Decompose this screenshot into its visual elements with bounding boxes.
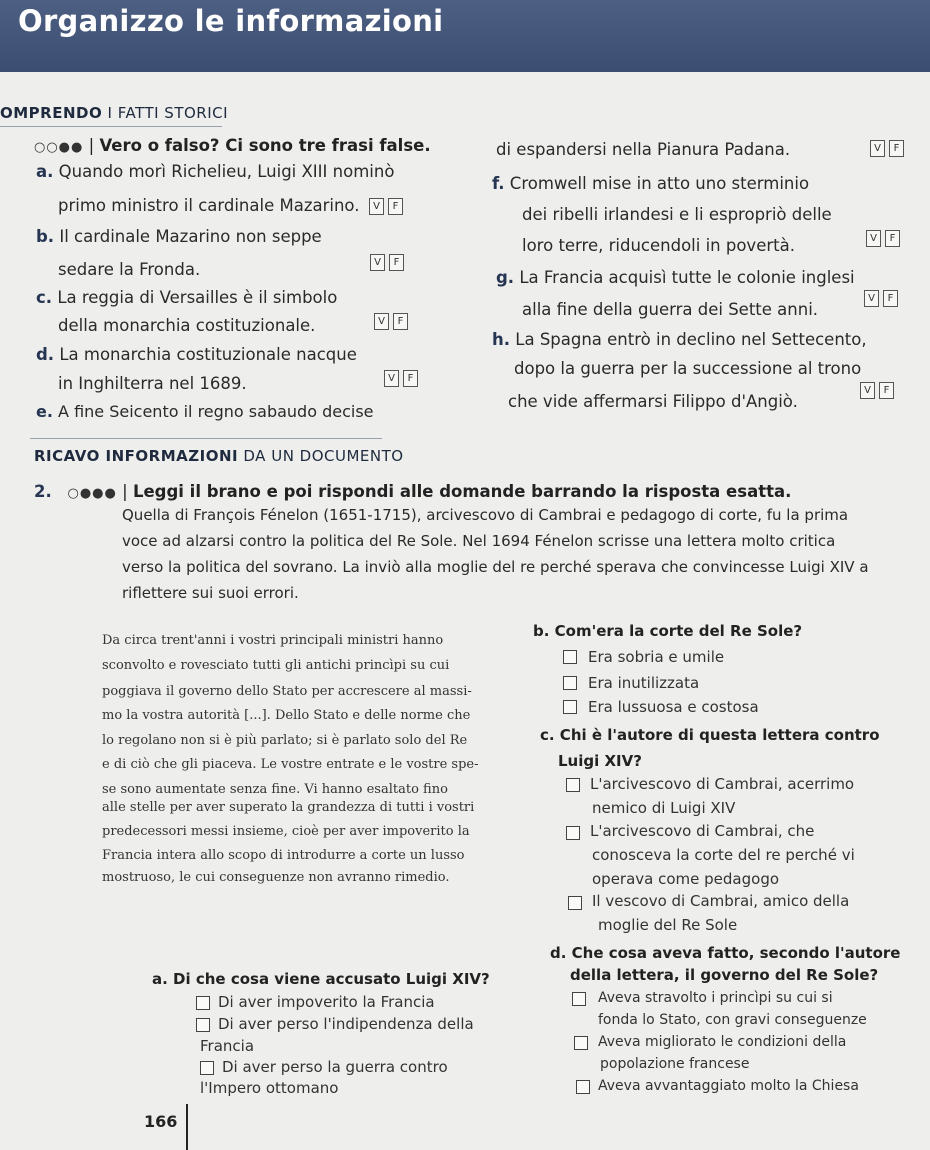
true-box[interactable]: V xyxy=(860,382,875,399)
section-divider xyxy=(30,438,382,439)
tf-checkbox-e[interactable] xyxy=(870,140,904,157)
answer-option: Era inutilizzata xyxy=(588,674,700,692)
tf-item-b: b. Il cardinale Mazarino non seppe xyxy=(36,227,322,246)
intro-line-4: riflettere sui suoi errori. xyxy=(122,584,299,602)
tf-item-c: c. La reggia di Versailles è il simbolo xyxy=(36,288,338,307)
answer-checkbox[interactable] xyxy=(572,992,586,1006)
quote-line: alle stelle per aver superato la grandezza di tutti i vostri xyxy=(102,800,475,815)
answer-option: Aveva stravolto i princìpi su cui si xyxy=(598,990,833,1006)
question-a-title: a. Di che cosa viene accusato Luigi XIV? xyxy=(152,970,490,988)
tf-checkbox-h[interactable] xyxy=(860,382,894,399)
section-heading-bold: RICAVO INFORMAZIONI xyxy=(34,447,239,465)
false-box[interactable]: F xyxy=(388,198,403,215)
answer-option: L'arcivescovo di Cambrai, che xyxy=(590,822,815,840)
tf-checkbox-f[interactable] xyxy=(866,230,900,247)
answer-checkbox[interactable] xyxy=(566,826,580,840)
section-heading-rest: DA UN DOCUMENTO xyxy=(238,447,404,465)
false-box[interactable]: F xyxy=(879,382,894,399)
tf-item-d-line2: in Inghilterra nel 1689. xyxy=(58,374,247,393)
answer-option-cont: fonda lo Stato, con gravi conseguenze xyxy=(598,1012,867,1028)
answer-option: L'arcivescovo di Cambrai, acerrimo xyxy=(590,775,855,793)
tf-item-a-line2: primo ministro il cardinale Mazarino. xyxy=(58,196,360,215)
false-box[interactable]: F xyxy=(393,313,408,330)
quote-line: poggiava il governo dello Stato per accrescere al massi- xyxy=(102,684,472,699)
answer-checkbox[interactable] xyxy=(566,778,580,792)
tf-item-g-line2: alla fine della guerra dei Sette anni. xyxy=(522,300,819,319)
tf-item-d: d. La monarchia costituzionale nacque xyxy=(36,345,357,364)
false-box[interactable]: F xyxy=(389,254,404,271)
section-heading-bold: OMPRENDO xyxy=(0,104,103,122)
tf-item-h: h. La Spagna entrò in declino nel Settecento, xyxy=(492,330,867,349)
true-box[interactable]: V xyxy=(369,198,384,215)
tf-item-e-line2: di espandersi nella Pianura Padana. xyxy=(496,140,791,159)
false-box[interactable]: F xyxy=(883,290,898,307)
tf-item-g: g. La Francia acquisì tutte le colonie inglesi xyxy=(496,268,855,287)
exercise2-instruction-text: Leggi il brano e poi rispondi alle domande barrando la risposta esatta. xyxy=(132,482,792,501)
page-title: Organizzo le informazioni xyxy=(18,4,444,38)
intro-line-3: verso la politica del sovrano. La inviò alla moglie del re perché sperava che convincesse Luigi XIV a xyxy=(122,558,869,576)
question-c-title-line2: Luigi XIV? xyxy=(558,752,642,770)
difficulty-dots: ○○●● xyxy=(34,140,84,155)
true-box[interactable]: V xyxy=(370,254,385,271)
tf-item-h-line3: che vide affermarsi Filippo d'Angiò. xyxy=(508,392,798,411)
section-heading-rest: I FATTI STORICI xyxy=(102,104,229,122)
tf-item-f: f. Cromwell mise in atto uno sterminio xyxy=(492,174,810,193)
exercise-number: 2. xyxy=(34,482,52,501)
false-box[interactable]: F xyxy=(885,230,900,247)
answer-option-cont: operava come pedagogo xyxy=(592,870,780,888)
quote-line: lo regolano non si è più parlato; si è parlato solo del Re xyxy=(102,733,468,748)
intro-line-1: Quella di François Fénelon (1651-1715), arcivescovo di Cambrai e pedagogo di corte, fu la prima xyxy=(122,506,849,524)
tf-item-b-line2: sedare la Fronda. xyxy=(58,260,201,279)
false-box[interactable]: F xyxy=(889,140,904,157)
page-number-rule xyxy=(186,1104,188,1150)
answer-option-cont: conosceva la corte del re perché vi xyxy=(592,846,855,864)
answer-option: Aveva avvantaggiato molto la Chiesa xyxy=(598,1078,859,1094)
tf-item-c-line2: della monarchia costituzionale. xyxy=(58,316,316,335)
answer-checkbox[interactable] xyxy=(196,1018,210,1032)
section-divider xyxy=(0,126,222,127)
answer-option: Di aver perso l'indipendenza della xyxy=(218,1015,474,1033)
question-b-title: b. Com'era la corte del Re Sole? xyxy=(533,622,803,640)
intro-line-2: voce ad alzarsi contro la politica del Re Sole. Nel 1694 Fénelon scrisse una lettera molto critica xyxy=(122,532,836,550)
exercise2-instruction: 2. ○●●● | Leggi il brano e poi rispondi alle domande barrando la risposta esatta. xyxy=(34,482,792,501)
answer-checkbox[interactable] xyxy=(563,700,577,714)
answer-checkbox[interactable] xyxy=(576,1080,590,1094)
section-heading xyxy=(34,447,404,465)
quote-line: mostruoso, le cui conseguenze non avranno rimedio. xyxy=(102,870,450,885)
tf-checkbox-a[interactable] xyxy=(369,198,403,215)
true-box[interactable]: V xyxy=(374,313,389,330)
answer-option-cont: Francia xyxy=(200,1037,255,1055)
answer-option: Aveva migliorato le condizioni della xyxy=(598,1034,847,1050)
quote-line: sconvolto e rovesciato tutti gli antichi princìpi su cui xyxy=(102,658,450,673)
answer-checkbox[interactable] xyxy=(563,650,577,664)
answer-option-cont: popolazione francese xyxy=(600,1056,750,1072)
section-heading xyxy=(0,104,228,122)
tf-checkbox-c[interactable] xyxy=(374,313,408,330)
quote-line: mo la vostra autorità [...]. Dello Stato e delle norme che xyxy=(102,708,471,723)
quote-line: Da circa trent'anni i vostri principali ministri hanno xyxy=(102,633,444,648)
answer-option: Era lussuosa e costosa xyxy=(588,698,759,716)
tf-item-a: a. Quando morì Richelieu, Luigi XIII nominò xyxy=(36,162,395,181)
exercise1-instruction-text: Vero o falso? Ci sono tre frasi false. xyxy=(99,136,431,155)
answer-option: Di aver impoverito la Francia xyxy=(218,993,435,1011)
false-box[interactable]: F xyxy=(403,370,418,387)
tf-item-e: e. A fine Seicento il regno sabaudo decise xyxy=(36,402,374,421)
exercise1-instruction: ○○●● | Vero o falso? Ci sono tre frasi false. xyxy=(34,136,431,155)
answer-checkbox[interactable] xyxy=(568,896,582,910)
question-c-title: c. Chi è l'autore di questa lettera contro xyxy=(540,726,880,744)
tf-checkbox-d[interactable] xyxy=(384,370,418,387)
answer-option: Era sobria e umile xyxy=(588,648,725,666)
true-box[interactable]: V xyxy=(866,230,881,247)
answer-option-cont: nemico di Luigi XIV xyxy=(592,799,736,817)
difficulty-dots: ○●●● xyxy=(67,486,117,501)
answer-checkbox[interactable] xyxy=(196,996,210,1010)
question-d-title: d. Che cosa aveva fatto, secondo l'autore xyxy=(550,944,901,962)
page-number: 166 xyxy=(144,1112,178,1131)
answer-option: Di aver perso la guerra contro xyxy=(222,1058,448,1076)
answer-option: Il vescovo di Cambrai, amico della xyxy=(592,892,850,910)
tf-checkbox-g[interactable] xyxy=(864,290,898,307)
quote-line: se sono aumentate senza fine. Vi hanno esaltato fino xyxy=(102,782,448,797)
answer-option-cont: l'Impero ottomano xyxy=(200,1079,339,1097)
answer-checkbox[interactable] xyxy=(200,1061,214,1075)
question-d-title-line2: della lettera, il governo del Re Sole? xyxy=(570,966,879,984)
true-box[interactable]: V xyxy=(864,290,879,307)
tf-checkbox-b[interactable] xyxy=(370,254,404,271)
quote-line: Francia intera allo scopo di introdurre a corte un lusso xyxy=(102,848,465,863)
answer-option-cont: moglie del Re Sole xyxy=(598,916,738,934)
quote-line: predecessori messi insieme, cioè per aver impoverito la xyxy=(102,824,470,839)
quote-line: e di ciò che gli piaceva. Le vostre entrate e le vostre spe- xyxy=(102,757,479,772)
answer-checkbox[interactable] xyxy=(563,676,577,690)
tf-item-h-line2: dopo la guerra per la successione al trono xyxy=(514,359,862,378)
true-box[interactable]: V xyxy=(384,370,399,387)
true-box[interactable]: V xyxy=(870,140,885,157)
answer-checkbox[interactable] xyxy=(574,1036,588,1050)
tf-item-f-line2: dei ribelli irlandesi e li espropriò delle xyxy=(522,205,832,224)
tf-item-f-line3: loro terre, riducendoli in povertà. xyxy=(522,236,795,255)
